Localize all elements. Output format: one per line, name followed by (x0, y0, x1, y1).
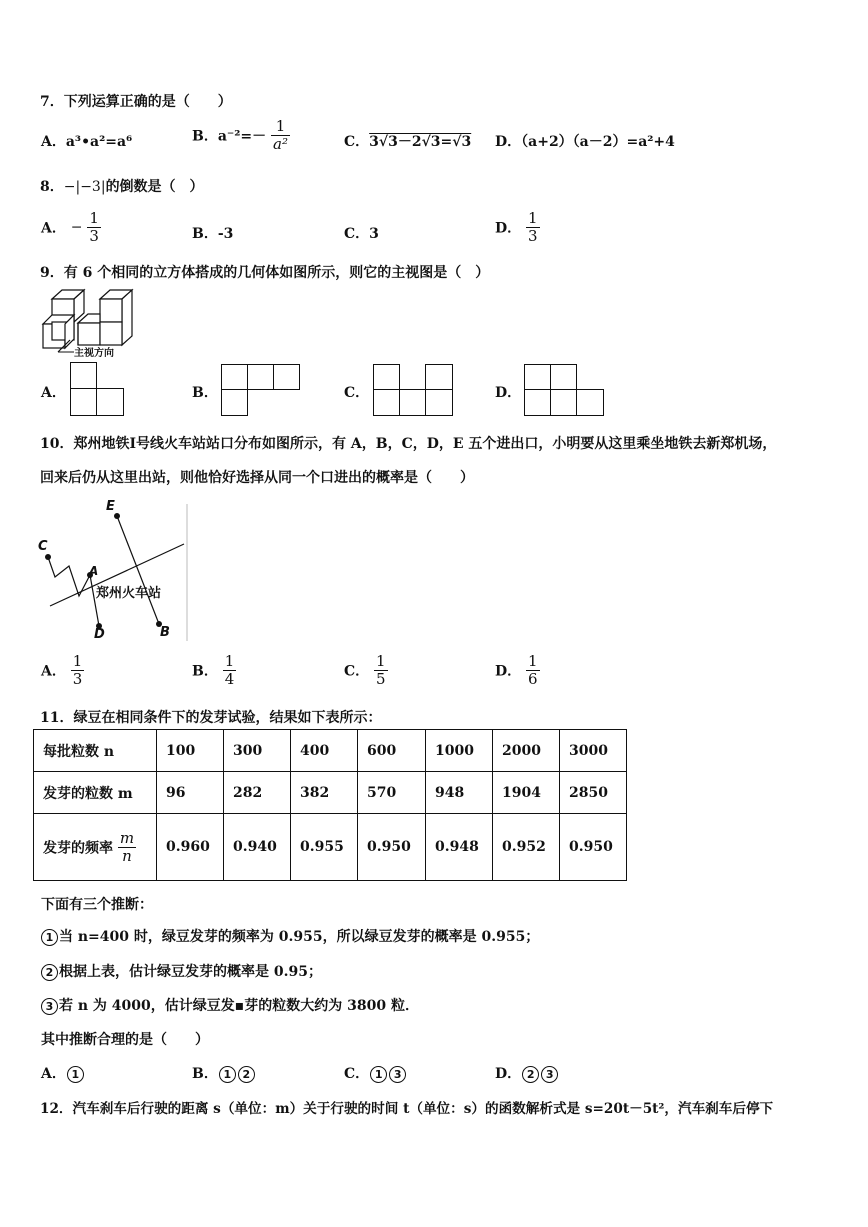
q11-claim-3 (40, 995, 419, 1015)
q7-option-b-fraction (271, 118, 290, 153)
table-cell: 0.955 (291, 814, 358, 881)
street-line (117, 516, 159, 624)
q10-option-c-denominator: 5 (376, 670, 386, 688)
q10-option-c-fraction (374, 653, 388, 688)
circled-2-marker: 2 (522, 1066, 539, 1083)
q9-option-a-label: A． (41, 385, 66, 401)
point-e-label: E (106, 499, 115, 514)
q8-option-c: C．3 (344, 226, 379, 242)
q8-option-d-denominator: 3 (528, 227, 538, 245)
row-header: 每批粒数 n (34, 730, 157, 772)
q8-stem (40, 176, 204, 196)
q10-option-b-label: B． (192, 663, 218, 680)
table-cell: 382 (291, 772, 358, 814)
frequency-denominator: n (118, 847, 136, 865)
circled-3-marker: 3 (541, 1066, 558, 1083)
q8-option-d-fraction (526, 210, 540, 245)
q10-stem-line2: 回来后仍从这里出站，则他恰好选择从同一个口进出的概率是（ ） (40, 470, 474, 486)
q8-option-d-numerator: 1 (528, 209, 538, 227)
table-cell: 100 (157, 730, 224, 772)
q10-option-d-label: D． (495, 663, 522, 680)
table-cell: 2850 (560, 772, 627, 814)
q9-stem: 9．有 6 个相同的立方体搭成的几何体如图所示，则它的主视图是（ ） (40, 265, 490, 281)
q11-option-d-label: D． (495, 1066, 522, 1082)
q11-option-c (344, 1063, 407, 1083)
point-a-label: A (89, 564, 99, 578)
q11-question: 其中推断合理的是（ ） (41, 1032, 209, 1048)
circled-2-marker: 2 (238, 1066, 255, 1083)
q9-option-d-label: D． (495, 385, 522, 401)
q11-claim-1 (40, 926, 539, 946)
q10-option-d (495, 653, 540, 688)
table-cell: 3000 (560, 730, 627, 772)
table-cell: 2000 (493, 730, 560, 772)
q11-option-a (41, 1063, 85, 1083)
table-cell: 96 (157, 772, 224, 814)
q10-option-d-numerator: 1 (528, 652, 538, 670)
q11-claim-2 (40, 961, 322, 981)
point-b-label: B (160, 625, 170, 640)
q10-option-c (344, 653, 388, 688)
q7-option-c-expr: 3√3－2√3=√3 (369, 134, 472, 150)
q7-option-b (192, 118, 290, 153)
circled-3-marker: 3 (41, 998, 58, 1015)
q10-option-a-fraction (71, 653, 85, 688)
q10-option-a-denominator: 3 (72, 670, 83, 688)
q10-option-c-label: C． (344, 663, 370, 680)
q12-stem: 12．汽车刹车后行驶的距离 s（单位：m）关于行驶的时间 t（单位：s）的函数解析式是 s=20t－5t²，汽车刹车后停下 (40, 1101, 774, 1117)
q10-option-c-numerator: 1 (376, 652, 386, 670)
q8-option-a-denominator: 3 (89, 227, 99, 245)
table-cell: 570 (358, 772, 426, 814)
q7-option-b-prefix: B．a⁻²=－ (192, 128, 267, 145)
q10-option-a-numerator: 1 (72, 652, 83, 670)
circled-1-marker: 1 (370, 1066, 387, 1083)
table-cell: 0.950 (560, 814, 627, 881)
q7-option-d: D．（a+2）（a－2）=a²+4 (495, 134, 675, 150)
table-cell: 0.948 (426, 814, 493, 881)
table-cell: 1904 (493, 772, 560, 814)
q10-option-b-fraction (223, 653, 237, 688)
q7-option-c-label: C． (344, 134, 370, 150)
table-row (34, 730, 627, 772)
table-cell: 0.940 (224, 814, 291, 881)
q8-option-b: B．-3 (192, 226, 234, 242)
table-cell: 1000 (426, 730, 493, 772)
q11-option-a-label: A． (41, 1066, 66, 1082)
q9-option-c-label: C． (344, 385, 370, 401)
q11-claim-3-text: 若 n 为 4000，估计绿豆发▪芽的粒数大约为 3800 粒． (59, 998, 419, 1014)
row-header: 发芽的粒数 m (34, 772, 157, 814)
row-header (34, 814, 157, 881)
q9-direction-label: 主视方向 (74, 348, 114, 359)
point-c-label: C (38, 539, 48, 554)
q10-option-a-label: A． (41, 663, 66, 680)
q8-option-a (41, 210, 101, 245)
circled-2-marker: 2 (41, 964, 58, 981)
q8-option-d-label: D． (495, 220, 522, 237)
frequency-fraction (118, 830, 136, 865)
table-row (34, 772, 627, 814)
q8-option-a-numerator: 1 (89, 209, 99, 227)
q8-option-a-fraction (87, 210, 101, 245)
q11-claim-1-text: 当 n=400 时，绿豆发芽的频率为 0.955，所以绿豆发芽的概率是 0.955； (59, 929, 540, 945)
q11-option-b (192, 1063, 256, 1083)
q10-option-b-numerator: 1 (224, 652, 235, 670)
q10-option-d-denominator: 6 (528, 670, 538, 688)
table-cell: 948 (426, 772, 493, 814)
q11-option-b-label: B． (192, 1066, 218, 1082)
q7-option-c (344, 131, 471, 151)
q8-stem-expr: −|−3| (63, 179, 106, 195)
q10-station-map (38, 496, 190, 644)
q8-option-a-label: A． (41, 220, 66, 237)
q10-option-b (192, 653, 236, 688)
q10-option-b-denominator: 4 (224, 670, 235, 688)
q11-option-d (495, 1063, 559, 1083)
q7-stem: 7．下列运算正确的是（ ） (40, 94, 232, 110)
q7-option-b-denominator: a² (273, 135, 288, 153)
frequency-numerator: m (119, 828, 135, 847)
q9-option-b-label: B． (192, 385, 218, 401)
q11-intro: 下面有三个推断： (41, 897, 153, 913)
q7-option-a: A．a³•a²=a⁶ (41, 134, 133, 150)
table-cell: 600 (358, 730, 426, 772)
table-row (34, 814, 627, 881)
q11-option-c-label: C． (344, 1066, 370, 1082)
q10-option-a (41, 653, 84, 688)
table-cell: 400 (291, 730, 358, 772)
circled-1-marker: 1 (41, 929, 58, 946)
q10-option-d-fraction (526, 653, 540, 688)
q11-stem: 11．绿豆在相同条件下的发芽试验，结果如下表所示： (40, 710, 382, 726)
row-header-text: 发芽的频率 (43, 840, 113, 856)
germination-table (33, 729, 627, 881)
table-cell: 282 (224, 772, 291, 814)
table-cell: 300 (224, 730, 291, 772)
circled-1-marker: 1 (67, 1066, 84, 1083)
q8-stem-number: 8． (40, 179, 64, 195)
table-cell: 0.952 (493, 814, 560, 881)
q8-option-d (495, 210, 540, 245)
station-label: 郑州火车站 (96, 586, 162, 601)
point-d-label: D (94, 627, 105, 642)
q9-cube-figure (40, 288, 140, 360)
circled-1-marker: 1 (219, 1066, 236, 1083)
circled-3-marker: 3 (389, 1066, 406, 1083)
table-cell: 0.960 (157, 814, 224, 881)
q10-stem-line1: 10．郑州地铁Ⅰ号线火车站站口分布如图所示，有 A，B，C，D，E 五个进出口，小明要从这里乘坐地铁去新郑机场， (40, 436, 777, 452)
table-cell: 0.950 (358, 814, 426, 881)
q8-option-a-sign: − (70, 219, 83, 236)
q8-stem-text: 的倒数是（ ） (105, 179, 204, 195)
q11-claim-2-text: 根据上表，估计绿豆发芽的概率是 0.95； (59, 964, 322, 980)
q7-option-b-numerator: 1 (275, 117, 286, 135)
